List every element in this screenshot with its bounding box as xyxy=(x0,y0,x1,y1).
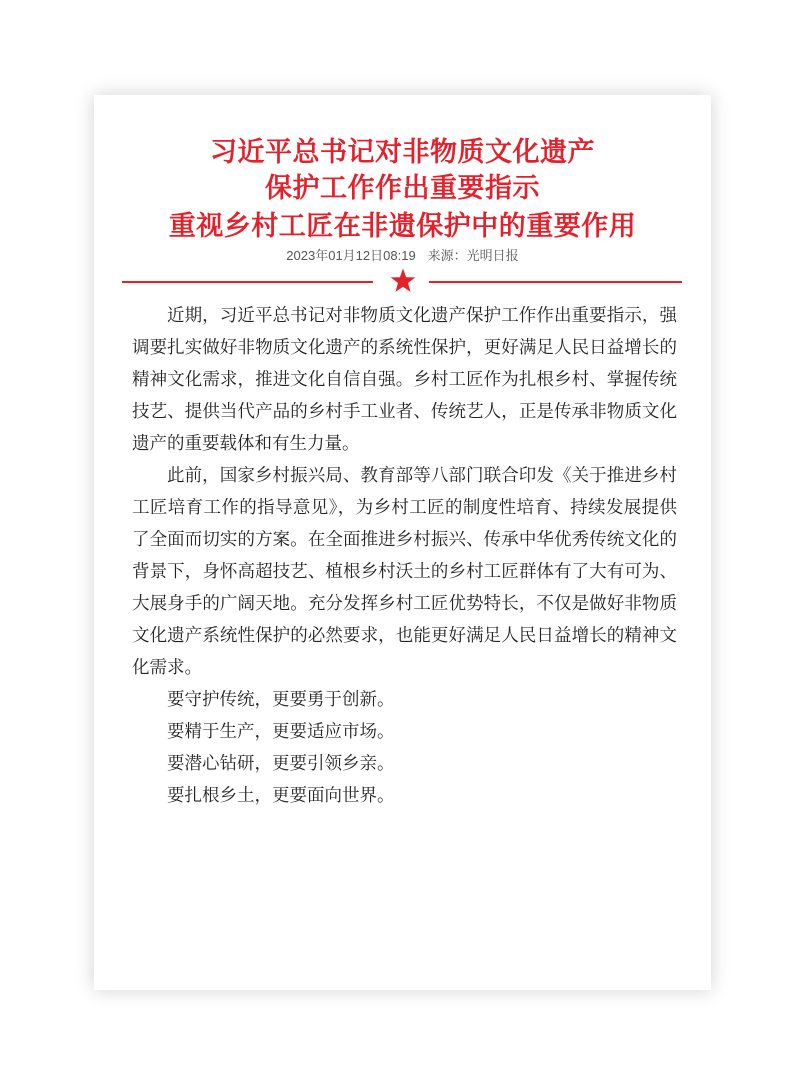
paragraph: 要潜心钻研，更要引领乡亲。 xyxy=(167,754,395,774)
article-title-line-1: 习近平总书记对非物质文化遗产 xyxy=(210,137,595,168)
publish-date: 2023年01月12日08:19 xyxy=(286,248,416,263)
article-title-line-3: 重视乡村工匠在非遗保护中的重要作用 xyxy=(168,211,637,242)
paragraph: 此前，国家乡村振兴局、教育部等八部门联合印发《关于推进乡村工匠培育工作的指导意见》，为乡村工匠的制度性培育、持续发展提供了全面而切实的方案。在全面推进乡村振兴、传承中华优秀传统文化的背景下，身怀高超技艺、植根乡村沃土的乡村工匠群体有了大有可为、大展身手的广阔天地。充分发挥乡村工匠优势特长，不仅是做好非物质文化遗产系统性保护的必然要求，也能更好满足人民日益增长的精神文化需求。 xyxy=(132,466,677,678)
article-source: 来源：光明日报 xyxy=(427,248,519,263)
article-body xyxy=(132,300,677,812)
paragraph: 要精于生产，更要适应市场。 xyxy=(167,722,395,742)
paragraph: 近期，习近平总书记对非物质文化遗产保护工作作出重要指示，强调要扎实做好非物质文化遗产的系统性保护，更好满足人民日益增长的精神文化需求，推进文化自信自强。乡村工匠作为扎根乡村、掌握传统技艺、提供当代产品的乡村手工业者、传统艺人，正是传承非物质文化遗产的重要载体和有生力量。 xyxy=(132,306,677,454)
article-title-line-2: 保护工作作出重要指示 xyxy=(265,173,540,204)
article-page xyxy=(94,95,711,990)
divider-line-left xyxy=(122,281,373,283)
article-meta xyxy=(94,247,711,265)
divider-line-right xyxy=(429,281,682,283)
star-icon xyxy=(389,267,417,295)
paragraph: 要扎根乡土，更要面向世界。 xyxy=(167,786,395,806)
paragraph: 要守护传统，更要勇于创新。 xyxy=(167,690,395,710)
